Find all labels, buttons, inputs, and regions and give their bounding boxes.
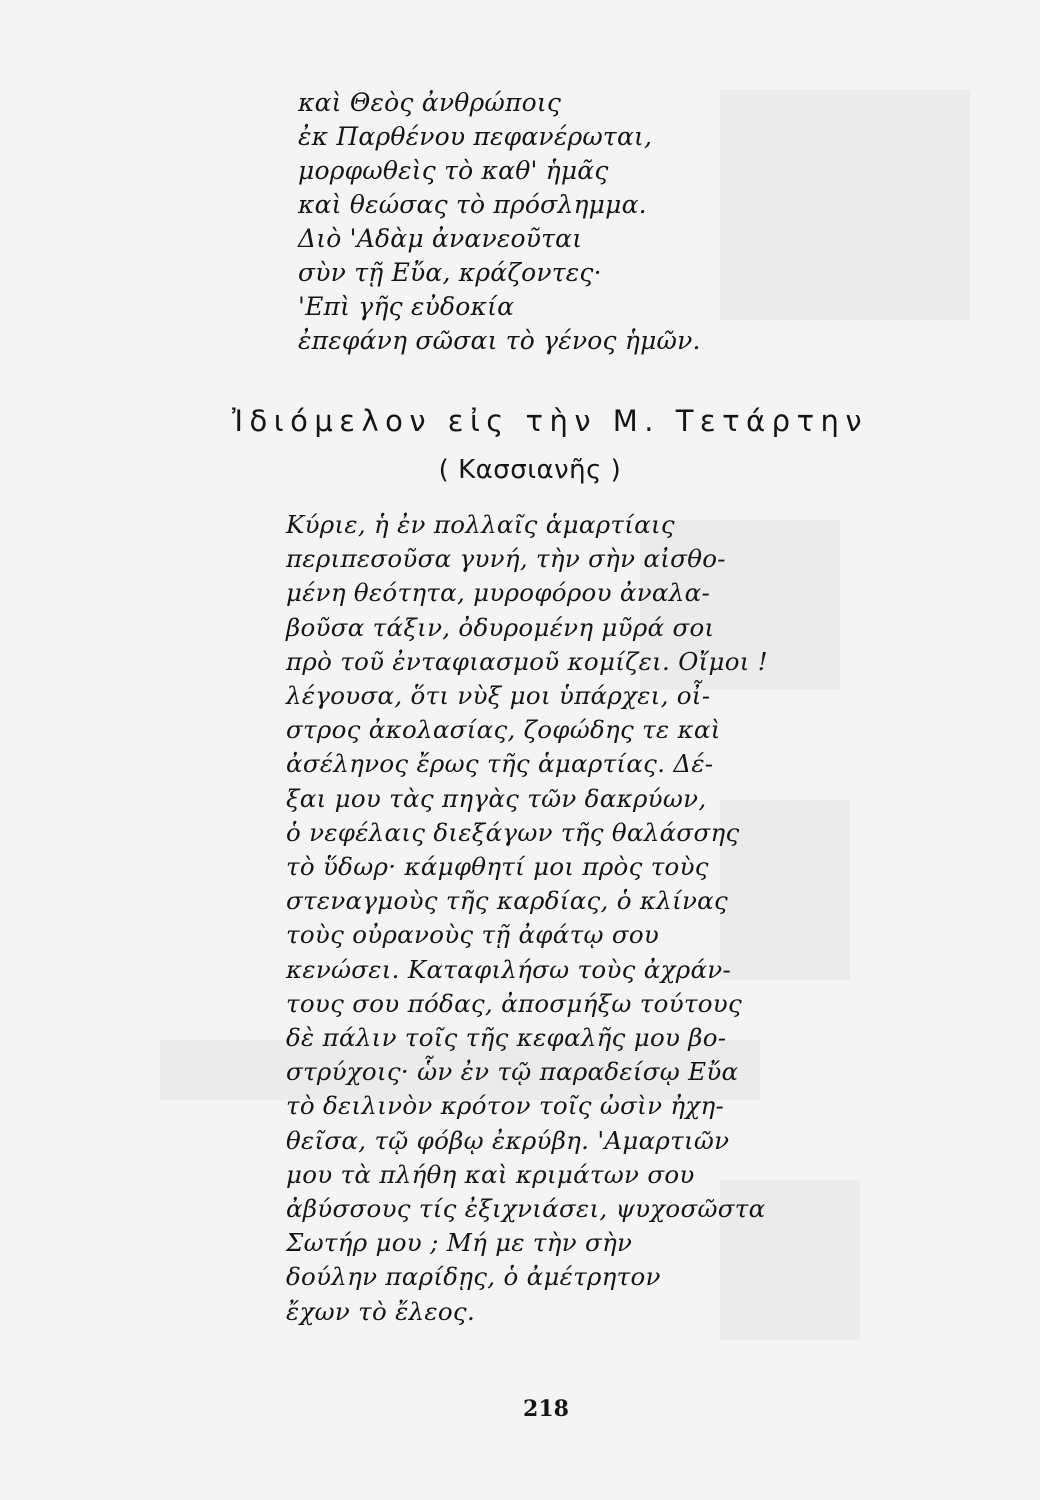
hymn-line: δὲ πάλιν τοῖς τῆς κεφαλῆς μου βο- xyxy=(286,1023,727,1053)
bleed-through-block xyxy=(720,90,970,320)
hymn-line: πρὸ τοῦ ἐνταφιασμοῦ κομίζει. Οἴμοι ! xyxy=(286,646,768,676)
hymn-line: μένη θεότητα, μυροφόρου ἀναλα- xyxy=(286,578,711,608)
hymn-line: Κύριε, ἡ ἐν πολλαῖς ἁμαρτίαις xyxy=(286,510,675,539)
hymn-line: λέγουσα, ὅτι νὺξ μοι ὑπάρχει, οἶ- xyxy=(286,681,711,711)
section-subtitle: ( Κασσιανῆς ) xyxy=(438,455,622,485)
hymn-line: δούλην παρίδῃς, ὁ ἀμέτρητον xyxy=(286,1262,661,1292)
hymn-line: στεναγμοὺς τῆς καρδίας, ὁ κλίνας xyxy=(286,886,729,916)
poem-line: 'Επὶ γῆς εὐδοκία xyxy=(298,292,515,321)
hymn-line: τους σου πόδας, ἀποσμήξω τούτους xyxy=(286,988,743,1018)
hymn-line: ξαι μου τὰς πηγὰς τῶν δακρύων, xyxy=(286,783,707,813)
hymn-line: βοῦσα τάξιν, ὀδυρομένη μῦρά σοι xyxy=(286,612,715,642)
hymn-line: τὸ ὕδωρ· κάμφθητί μοι πρὸς τοὺς xyxy=(286,852,709,882)
poem-line: καὶ θεώσας τὸ πρόσλημμα. xyxy=(298,190,647,219)
poem-top xyxy=(298,86,701,358)
hymn-text xyxy=(286,508,768,1329)
hymn-line: μου τὰ πλήθη καὶ κριμάτων σου xyxy=(286,1159,695,1189)
poem-line: μορφωθεὶς τὸ καθ' ἡμᾶς xyxy=(298,156,609,185)
poem-line: ἐπεφάνη σῶσαι τὸ γένος ἡμῶν. xyxy=(298,326,701,355)
poem-line: σὺν τῇ Εὔα, κράζοντες· xyxy=(298,258,602,287)
poem-line: καὶ Θεὸς ἀνθρώποις xyxy=(298,88,562,117)
poem-line: ἐκ Παρθένου πεφανέρωται, xyxy=(298,122,653,151)
hymn-line: ἀσέληνος ἔρως τῆς ἁμαρτίας. Δέ- xyxy=(286,749,714,779)
section-title: Ἰδιόμελον εἰς τὴν Μ. Τετάρτην xyxy=(232,404,869,438)
hymn-line: τὸ δειλινὸν κρότον τοῖς ὠσὶν ἠχη- xyxy=(286,1091,725,1121)
hymn-line: στρύχοις· ὧν ἐν τῷ παραδείσῳ Εὔα xyxy=(286,1057,739,1087)
hymn-line: ἔχων τὸ ἔλεος. xyxy=(286,1296,476,1326)
hymn-line: θεῖσα, τῷ φόβῳ ἐκρύβη. 'Αμαρτιῶν xyxy=(286,1125,730,1155)
hymn-line: στρος ἀκολασίας, ζοφώδης τε καὶ xyxy=(286,715,721,745)
hymn-line: περιπεσοῦσα γυνή, τὴν σὴν αἰσθο- xyxy=(286,544,726,574)
hymn-line: τοὺς οὐρανοὺς τῇ ἀφάτῳ σου xyxy=(286,920,660,950)
poem-line: Διὸ 'Αδὰμ ἀνανεοῦται xyxy=(298,224,583,253)
hymn-line: ὁ νεφέλαις διεξάγων τῆς θαλάσσης xyxy=(286,817,740,847)
hymn-line: ἀβύσσους τίς ἐξιχνιάσει, ψυχοσῶστα xyxy=(286,1194,766,1224)
page-number: 218 xyxy=(523,1396,569,1422)
hymn-line: κενώσει. Καταφιλήσω τοὺς ἀχράν- xyxy=(286,954,732,984)
hymn-line: Σωτήρ μου ; Μή με τὴν σὴν xyxy=(286,1228,633,1258)
